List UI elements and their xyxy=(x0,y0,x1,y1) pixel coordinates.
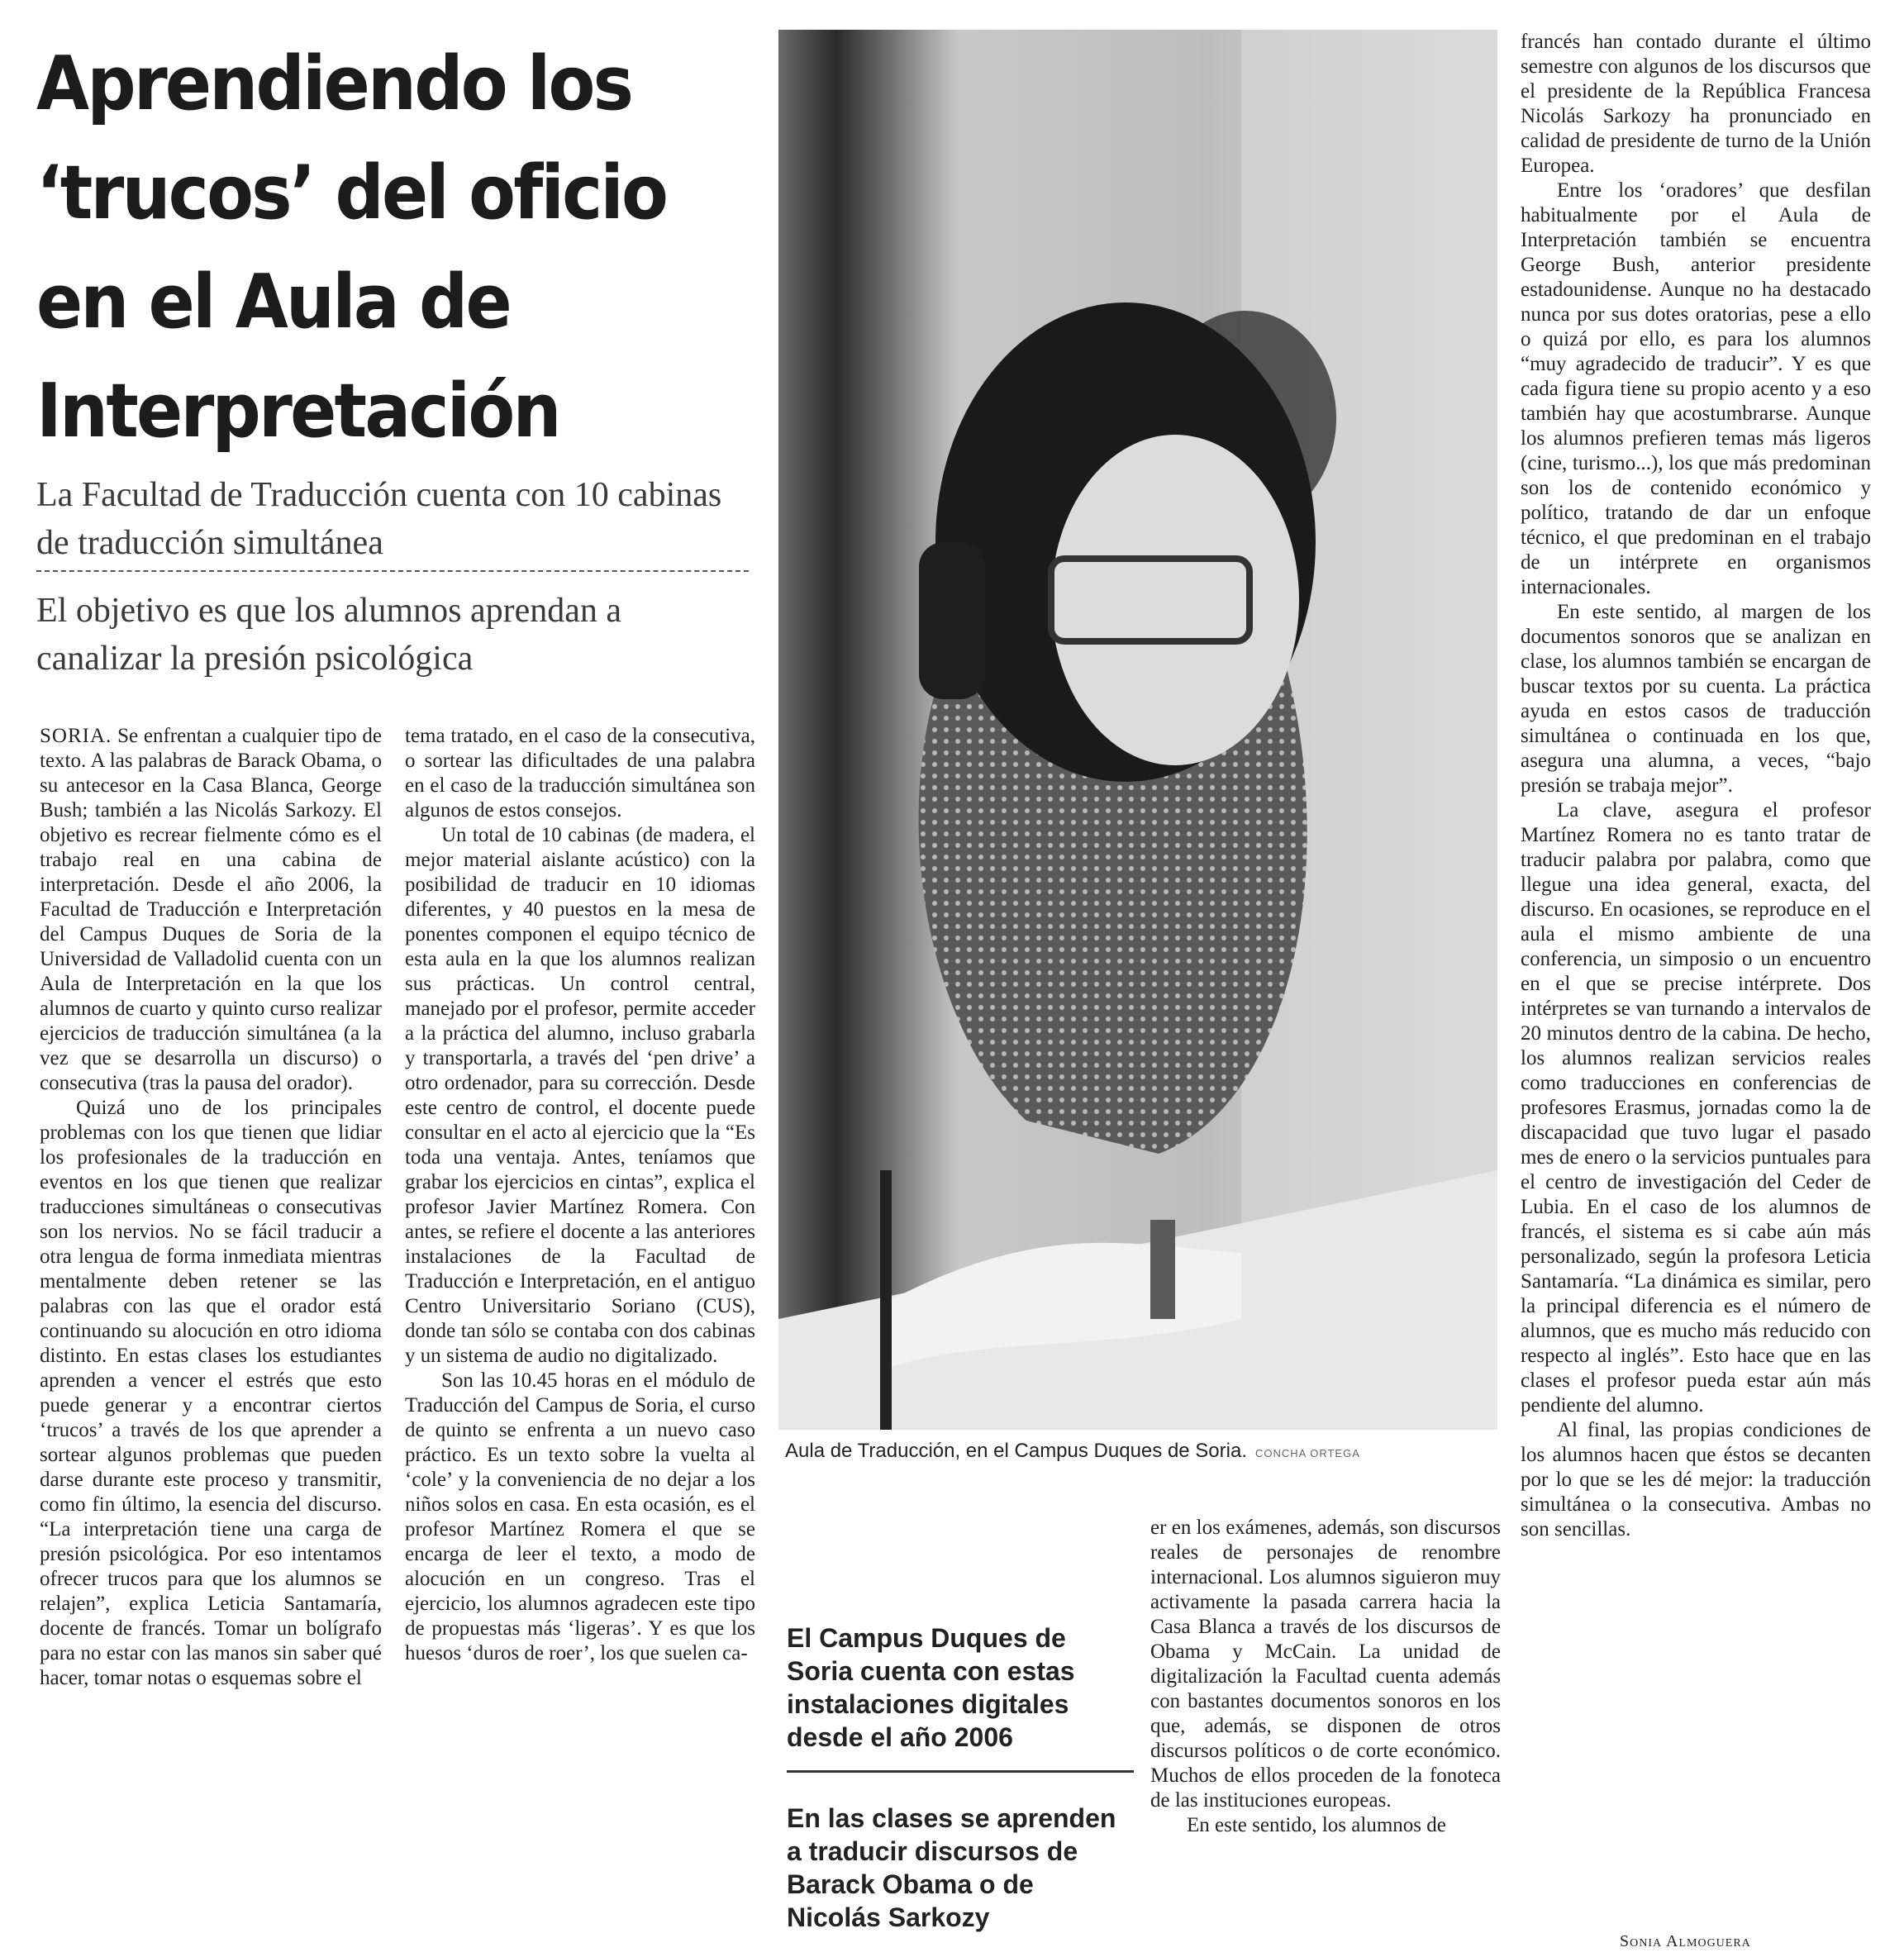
paragraph: La clave, asegura el profesor Martínez Romera no es tanto tratar de traducir palabra por palabra, como que llegue una idea general, exacta, del discurso. En ocasiones, se reproduce en el aula el mismo ambiente de una conferencia, un simposio o un encuentro en el que se precise intérprete. Dos intérpretes se van turnando a intervalos de 20 minutos dentro de la cabina. De hecho, los alumnos realizan servicios reales como traducciones en conferencias de profesores Erasmus, jornadas como la de discapacidad que tuvo lugar el pasado mes de enero o la servicios puntuales para el centro de investigación del Ceder de Lubia. En el caso de los alumnos de francés, el sistema es si cabe aún más personalizado, según la profesora Leticia Santamaría. “La dinámica es similar, pero la principal diferencia es el número de alumnos, que es mucho más reducido con respecto al inglés”. Esto hace que en las clases el profesor pueda estar aún más pendiente del alumno. xyxy=(1521,799,1871,1417)
headline-line-1: Aprendiendo los xyxy=(36,40,632,127)
pull-quote-2: En las clases se aprenden a traducir discursos de Barack Obama o de Nicolás Sarkozy xyxy=(787,1803,1116,1932)
photo-caption-text: Aula de Traducción, en el Campus Duques de Soria. xyxy=(785,1440,1247,1462)
paragraph: francés han contado durante el último semestre con algunos de los discursos que el presidente de la República Francesa Nicolás Sarkozy ha pronunciado en calidad de presidente de turno de la Unión Europea. xyxy=(1521,31,1871,177)
dateline: SORIA. xyxy=(40,725,112,747)
article-column-4 xyxy=(1521,30,1871,1542)
deck-subtitle-2: El objetivo es que los alumnos aprendan a canalizar la presión psicológica xyxy=(36,592,621,678)
article-column-3 xyxy=(1150,1516,1501,1838)
paragraph: Quizá uno de los principales problemas con los que tienen que lidiar los profesionales de la traducción en eventos en los que tienen que realizar traducciones simultáneas o consecutivas son los nervios. No se fácil traducir a otra lengua de forma inmediata mientras mentalmente deben retener se las palabras con las que el orador está continuando su alocución en otro idioma distinto. En estas clases los estudiantes aprenden a vencer el estrés que esto puede generar y a encontrar ciertos ‘trucos’ a través de los que aprender a sortear algunos problemas que pueden darse durante este proceso y transmitir, como fin último, la esencia del discurso. “La interpretación tiene una carga de presión psicológica. Por eso intentamos ofrecer trucos para que los alumnos se relajen”, explica Leticia Santamaría, docente de francés. Tomar un bolígrafo para no estar con las manos sin saber qué hacer, tomar notas o esquemas sobre el xyxy=(40,1097,382,1689)
photo-credit: CONCHA ORTEGA xyxy=(1255,1447,1360,1459)
pull-quote-1: El Campus Duques de Soria cuenta con estas instalaciones digitales desde el año 2006 xyxy=(787,1623,1075,1752)
paragraph: tema tratado, en el caso de la consecutiva, o sortear las dificultades de una palabra en el caso de la traducción simultánea son algunos de estos consejos. xyxy=(405,725,755,821)
paragraph: En este sentido, al margen de los documentos sonoros que se analizan en clase, los alumnos también se encargan de buscar textos por su cuenta. La práctica ayuda en estos casos de traducción simultánea o continuada en los que, asegura una alumna, a veces, “bajo presión se trabaja mejor”. xyxy=(1521,601,1871,797)
deck-subtitle-1: La Facultad de Traducción cuenta con 10 cabinas de traducción simultánea xyxy=(36,476,722,562)
paragraph: Al final, las propias condiciones de los alumnos hacen que éstos se decanten por lo que se les dé mejor: la traducción simultánea o la consecutiva. Ambas no son sencillas. xyxy=(1521,1419,1871,1540)
paragraph: er en los exámenes, además, son discursos reales de personajes de renombre internacional. Los alumnos siguieron muy activamente la pasada carrera hacia la Casa Blanca a través de los discursos de Obama y McCain. La unidad de digitalización la Facultad cuenta además con bastantes documentos sonoros en los que, además, se disponen de otros discursos políticos o de corte económico. Muchos de ellos proceden de la fonoteca de las instituciones europeas. xyxy=(1150,1517,1501,1812)
paragraph-text: Se enfrentan a cualquier tipo de texto. A las palabras de Barack Obama, o su antecesor en la Casa Blanca, George Bush; también a las Nicolás Sarkozy. El objetivo es recrear fielmente cómo es el trabajo real en una cabina de interpretación. Desde el año 2006, la Facultad de Traducción e Interpretación del Campus Duques de Soria de la Universidad de Valladolid cuenta con un Aula de Interpretación en la que los alumnos de cuarto y quinto curso realizar ejercicios de traducción simultánea (a la vez que se desarrolla un discurso) o consecutiva (tras la pausa del orador). xyxy=(40,725,382,1094)
headline-line-2: ‘trucos’ del oficio xyxy=(36,150,667,236)
article-column-1 xyxy=(40,724,382,1691)
author-byline: Sonia Almoguera xyxy=(1620,1932,1751,1950)
paragraph xyxy=(40,724,382,1096)
pull-quote-divider xyxy=(787,1770,1134,1773)
headline xyxy=(36,30,706,466)
article-column-2 xyxy=(405,724,755,1666)
paragraph: Entre los ‘oradores’ que desfilan habitualmente por el Aula de Interpretación también se encuentra George Bush, anterior presidente estadounidense. Aunque no ha destacado nunca por sus dotes oratorias, pese a ello o quizá por ello, es para los alumnos “muy agradecido de traducir”. Y es que cada figura tiene su propio acento y a eso también hay que acostumbrarse. Aunque los alumnos prefieren temas más ligeros (cine, turismo...), los que más predominan son los de contenido económico y político, tratando de dar un enfoque técnico, el que predominan en el trabajo de un intérprete en organismos internacionales. xyxy=(1521,179,1871,598)
paragraph: Un total de 10 cabinas (de madera, el mejor material aislante acústico) con la posibilidad de traducir en 10 idiomas diferentes, y 40 puestos en la mesa de ponentes componen el equipo técnico de esta aula en la que los alumnos realizan sus prácticas. Un control central, manejado por el profesor, permite acceder a la práctica del alumno, incluso grabarla y transportarla, a través del ‘pen drive’ a otro ordenador, para su corrección. Desde este centro de control, el docente puede consultar en el acto al ejercicio que la “Es toda una ventaja. Antes, teníamos que grabar los ejercicios en cintas”, explica el profesor Javier Martínez Romera. Con antes, se refiere el docente a las anteriores instalaciones de la Facultad de Traducción e Interpretación, en el antiguo Centro Universitario Soriano (CUS), donde tan sólo se contaba con dos cabinas y un sistema de audio no digitalizado. xyxy=(405,824,755,1367)
deck-divider xyxy=(36,570,749,572)
paragraph: En este sentido, los alumnos de xyxy=(1187,1814,1446,1836)
photo-caption xyxy=(785,1440,1496,1463)
headline-line-3: en el Aula de xyxy=(36,259,510,345)
article-photo xyxy=(778,30,1497,1430)
headline-line-4: Interpretación xyxy=(36,368,559,455)
paragraph: Son las 10.45 horas en el módulo de Traducción del Campus de Soria, el curso de quinto se enfrenta a un nuevo caso práctico. Es un texto sobre la vuelta al ‘cole’ y la conveniencia de no dejar a los niños solos en casa. En esta ocasión, es el profesor Martínez Romera el que se encarga de leer el texto, a modo de alocución en un congreso. Tras el ejercicio, los alumnos agradecen este tipo de propuestas más ‘ligeras’. Y es que los huesos ‘duros de roer’, los que suelen ca- xyxy=(405,1369,755,1664)
